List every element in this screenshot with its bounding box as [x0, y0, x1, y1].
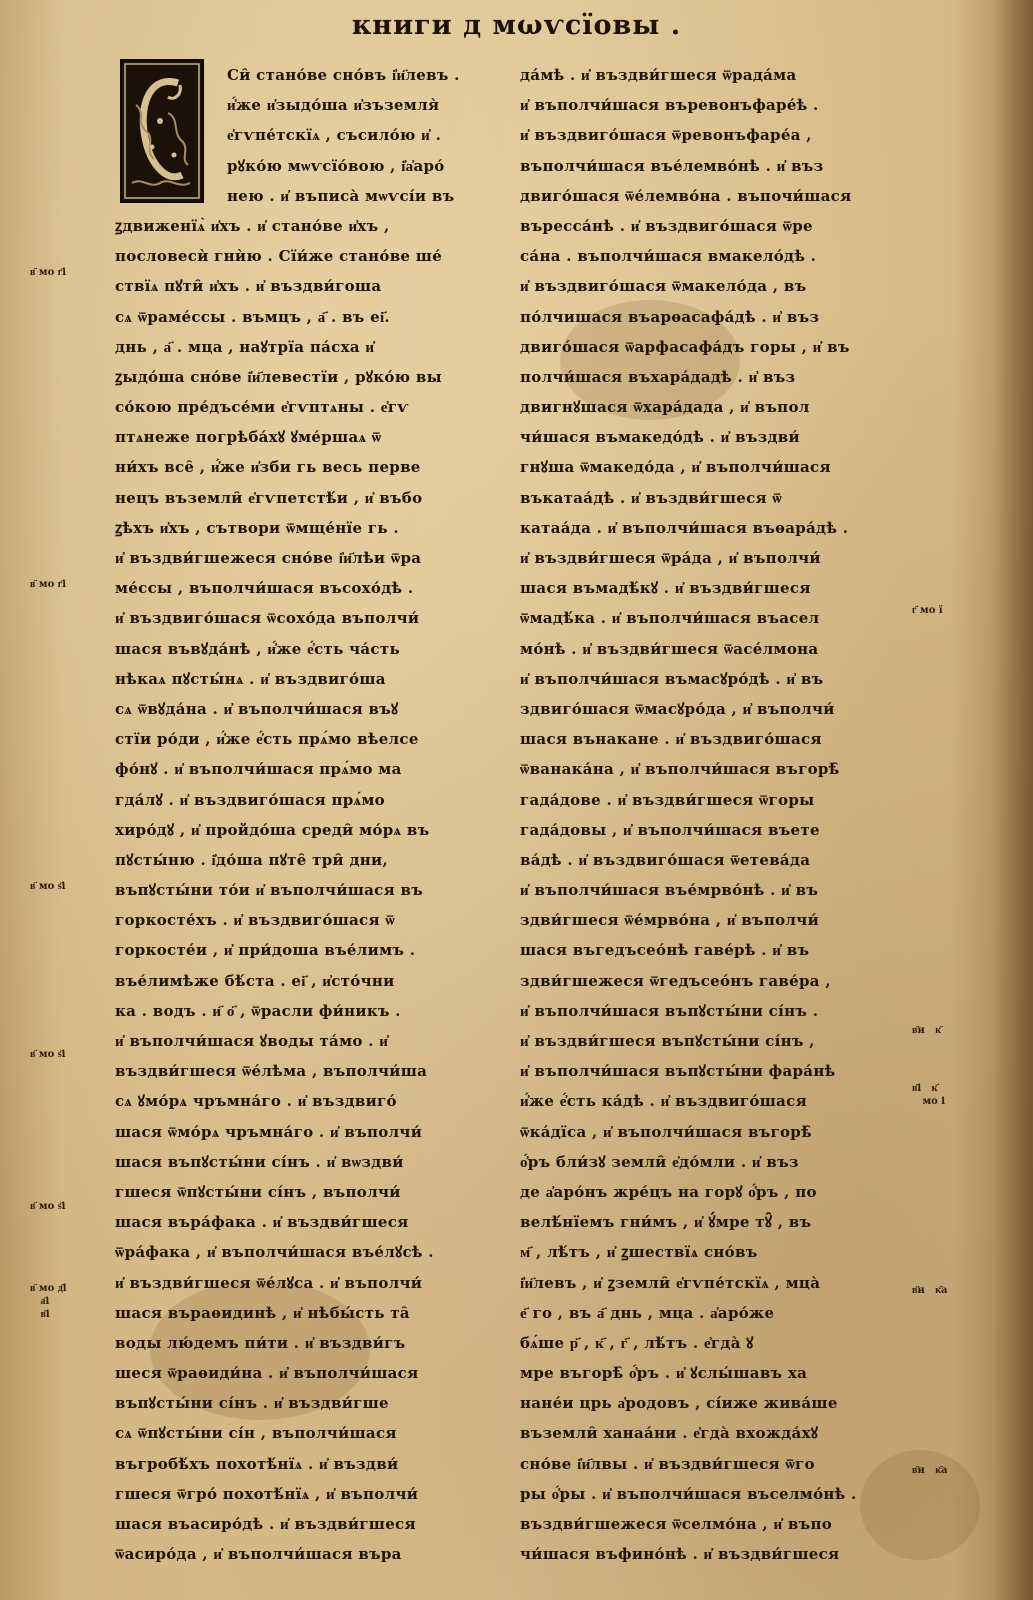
text-line: двиго́шася ѿе́лемво́на . въпочи́шася [520, 186, 852, 205]
text-line: чи́шася въфино́нѣ . и҆ въздви́гшеся [520, 1545, 840, 1564]
text-line: ры о҆́ры . и҆ въполчи́шася въселмо́нѣ . [520, 1484, 857, 1503]
text-line: въе́лимѣже бѣ́ста . еі҃ , и҆сто́чни [115, 971, 395, 990]
margin-note-right: г҃ мо ї [912, 605, 943, 616]
margin-note-left: в҃ мо ѕ҃і [30, 1201, 66, 1212]
text-line: пословесѝ гнѝю . Сїи́же стано́ве ше́ [115, 247, 443, 266]
text-line: и҆ въздви́гшеся ѿра́да , и҆ въполчи́ [520, 549, 821, 567]
text-line: и҆ въполчи́шася въревонъфаре́ѣ . [520, 96, 819, 115]
text-line: е҆гѵпе́тскїѧ , съсило́ю и҆ . [227, 126, 442, 145]
text-line: въкатаа́дѣ . и҆ въздви́гшеся ѿ [520, 488, 783, 507]
text-line: гнꙋша ѿмакедо́да , и҆ въполчи́шася [520, 458, 831, 477]
text-line: и҆́же е҆́сть ка́дѣ . и҆ въздвиго́шася [520, 1092, 807, 1111]
text-line: и҆ въздви́гшеся ѿе́лꙋса . и҆ въполчи́ [115, 1273, 423, 1292]
text-line: и҆ въздвиго́шася ѿревонъфаре́а , [520, 126, 812, 145]
text-line: чи́шася въмакедо́дѣ . и҆ въздви́ [520, 428, 800, 447]
text-line: ка . водъ . и҃ о҃ , ѿрасли фи́никъ . [115, 1001, 401, 1020]
text-line: ва́дѣ . и҆ въздвиго́шася ѿетева́да [520, 850, 811, 869]
margin-note-left: в҃ мо ѕ҃і [30, 881, 66, 892]
text-line: шася въгедъсео́нѣ гаве́рѣ . и҆ въ [520, 941, 810, 960]
text-line: и҆́же и҆зыдо́ша и҆зъземля̀ [227, 96, 440, 115]
text-line: нане́и црь а҆родовъ , сі́иже жива́ше [520, 1394, 838, 1413]
text-line: о҆́ръ бли́зꙋ земли̑ е҆до́мли . и҆ въз [520, 1152, 799, 1171]
text-line: ꙁдвиженїѧ̀ и҆хъ . и҆ стано́ве и҆хъ , [115, 216, 390, 235]
text-line: и҆ въполчи́шася въпꙋсты́ни фара́нѣ [520, 1062, 836, 1081]
text-line: ѿка́дїса , и҆ въполчи́шася въгорѣ̑ [520, 1122, 812, 1141]
text-line: де а҆аро́нъ жре́цъ на горꙋ о҆́ръ , по [520, 1182, 817, 1201]
text-line: ствїѧ пꙋти̑ и҆хъ . и҆ въздви́гоша [115, 277, 382, 296]
text-line: горкосте́и , и҆ при́доша въе́лимъ . [115, 941, 416, 960]
text-line: мре въгорѣ̑ о҆́ръ . и҆ ꙋслы́шавъ ха [520, 1364, 808, 1383]
text-line: двиго́шася ѿарфасафа́дъ горы , и҆ въ [520, 337, 850, 356]
text-line: ѿванака́на , и҆ въполчи́шася въгорѣ̑ [520, 760, 840, 779]
text-line: ѿмадѣ́ка . и҆ въполчи́шася въасел [520, 609, 820, 628]
text-line: шася въпꙋсты́ни сі́нъ . и҆ вѡздви́ [115, 1152, 404, 1171]
text-line: въземли̑ ханаа́ни . е҆гда̀ вхожда́хꙋ [520, 1424, 819, 1443]
text-line: птѧнеже погрѣба́хꙋ ꙋме́ршаѧ ѿ [115, 428, 382, 447]
page-header: книги д мωѵсїовы . [351, 10, 682, 41]
margin-note-right: в҃і к҃ мо і [912, 1083, 946, 1107]
text-line: и҆ въздви́гшеся въпꙋсты́ни сі́нъ , [520, 1032, 815, 1050]
text-line: фо́нꙋ . и҆ въполчи́шася прѧ́мо ма [115, 760, 402, 779]
text-line: и҆ въздвиго́шася ѿсохо́да въполчи́ [115, 609, 420, 628]
text-line: и҆ въполчи́шася въпꙋсты́ни сі́нъ . [520, 1001, 819, 1020]
text-line: нецъ въземли̑ е҆гѵпетстѣ́и , и҆ въбо [115, 488, 423, 507]
text-line: и҆ въздви́гшежеся сно́ве і҆и҃лѣи ѿра [115, 549, 422, 567]
text-line: сѧ ѿпꙋсты́ни сі́н , въполчи́шася [115, 1424, 397, 1443]
text-column-right [520, 60, 895, 1569]
page-edge-shadow [993, 0, 1033, 1600]
text-line: здви́гшеся ѿе́мрво́на , и҆ въполчи́ [520, 911, 820, 930]
margin-note-left: в҃ мо г҃і [30, 267, 67, 278]
text-line: по́лчишася въарѳасафа́дѣ . и҆ въз [520, 307, 820, 326]
text-line: въпꙋсты́ни то́и и҆ въполчи́шася въ [115, 881, 424, 900]
text-line: ѿасиро́да , и҆ въполчи́шася въра [115, 1545, 402, 1564]
text-column-left [115, 60, 505, 1569]
text-line: и҆ въполчи́шася въмасꙋро́дѣ . и҆ въ [520, 669, 824, 688]
text-line: гшеся ѿпꙋсты́ни сі́нъ , въполчи́ [115, 1182, 401, 1201]
text-line: днь , а҃ . мца , наꙋтрїа па́сха и҆ [115, 337, 375, 356]
text-line: полчи́шася въхара́дадѣ . и҆ въз [520, 367, 796, 386]
text-line: Си̑ стано́ве сно́въ і҆и҃левъ . [227, 66, 460, 84]
text-line: са́на . въполчи́шася вмакело́дѣ . [520, 247, 817, 266]
text-line: въздви́гшежеся ѿселмо́на , и҆ въпо [520, 1515, 833, 1533]
text-line: сѧ ꙋмо́рѧ чръмна́го . и҆ въздвиго́ [115, 1092, 397, 1111]
text-line: и҆ въполчи́шася ꙋводы та́мо . и҆ [115, 1032, 389, 1050]
text-line: шася въасиро́дѣ . и҆ въздви́гшеся [115, 1515, 416, 1533]
text-line: ꙁѣхъ и҆хъ , сътвори ѿмще́нїе гь . [115, 518, 399, 537]
text-line: нею . и҆ въписа̀ мѡѵсі́и въ [227, 186, 455, 205]
text-line: ꙁыдо́ша сно́ве і҆и҃левестїи , рꙋко́ю вы [115, 367, 442, 386]
text-line: гада́довы , и҆ въполчи́шася въете [520, 820, 820, 839]
margin-note-left: в҃ мо г҃і [30, 579, 67, 590]
text-line: хиро́дꙋ , и҆ пройдо́ша среди̑ мо́рѧ въ [115, 820, 430, 839]
text-line: и҆ въздвиго́шася ѿмакело́да , въ [520, 277, 807, 296]
text-line: въресса́нѣ . и҆ въздвиго́шася ѿре [520, 216, 813, 235]
text-line: стїи ро́ди , и҆́же е҆́сть прѧ́мо вѣелсе [115, 730, 419, 749]
margin-note-left: в҃ мо д҃і а҃і в҃і [30, 1283, 67, 1320]
text-line: шася въмадѣ́кꙋ . и҆ въздви́гшеся [520, 579, 811, 598]
text-line: сно́ве і҆и҃лвы . и҆ въздви́гшеся ѿго [520, 1454, 815, 1473]
text-line: м҃ , лѣ́тъ , и҆ ꙁшествїѧ сно́въ [520, 1243, 758, 1262]
text-line: и҆ въполчи́шася въе́мрво́нѣ . и҆ въ [520, 881, 819, 900]
text-line: пꙋсты́ню . і҆до́ша пꙋте̑ три̑ дни, [115, 850, 388, 869]
text-line: мо́нѣ . и҆ въздви́гшеся ѿасе́лмона [520, 639, 819, 658]
text-line: да́мѣ . и҆ въздви́гшеся ѿрада́ма [520, 66, 797, 84]
text-line: здвиго́шася ѿмасꙋро́да , и҆ въполчи́ [520, 699, 835, 718]
text-line: горкосте́хъ . и҆ въздвиго́шася ѿ [115, 911, 395, 930]
text-line: шеся ѿраѳиди́на . и҆ въполчи́шася [115, 1364, 419, 1383]
text-line: гада́дове . и҆ въздви́гшеся ѿгоры [520, 790, 815, 809]
text-line: гда́лꙋ . и҆ въздвиго́шася прѧ́мо [115, 790, 385, 809]
margin-note-right: в҃и к҃а [912, 1285, 948, 1296]
margin-note-right: в҃и к҃а [912, 1465, 948, 1476]
text-line: въздви́гшеся ѿе́лѣма , въполчи́ша [115, 1062, 428, 1081]
text-line: катаа́да . и҆ въполчи́шася въѳара́дѣ . [520, 518, 849, 537]
text-line: ни́хъ все̑ , и҆́же и҆зби гь весь перве [115, 458, 421, 477]
text-line: воды лю́демъ пи́ти . и҆ въздви́гъ [115, 1333, 406, 1352]
text-line: гшеся ѿгро́ похотѣ́нїѧ , и҆ въполчи́ [115, 1484, 419, 1503]
text-line: шася ѿмо́рѧ чръмна́го . и҆ въполчи́ [115, 1122, 423, 1141]
text-line: шася вънакане . и҆ въздвиго́шася [520, 730, 822, 749]
text-line: въполчи́шася въе́лемво́нѣ . и҆ въз [520, 156, 824, 175]
text-line: бѧ́ше р҃ , к҃ , г҃ , лѣ́тъ . е҆гда̀ ꙋ [520, 1333, 754, 1352]
margin-note-right: в҃и к҃ [912, 1025, 942, 1036]
text-line: въгробѣ́хъ похотѣ́нїѧ . и҆ въздви́ [115, 1454, 399, 1473]
text-line: рꙋко́ю мѡѵсїо́вою , і҆а҆аро́ [227, 156, 445, 175]
text-line: въпꙋсты́ни сі́нъ . и҆ въздви́гше [115, 1394, 389, 1413]
text-line: ѿра́фака , и҆ въполчи́шася въе́лꙋсѣ . [115, 1243, 434, 1262]
text-line: сѧ ѿраме́ссы . въмцъ , а҃ . въ еі҃. [115, 307, 390, 326]
text-line: шася въраѳидинѣ , и҆ нѣбы́сть та̑ [115, 1303, 410, 1322]
text-line: е҃ го , въ а҃ днь , мца . а҆аро́же [520, 1303, 775, 1322]
text-line: нѣкаѧ пꙋсты́нѧ . и҆ въздвиго́ша [115, 669, 386, 688]
text-line: і҆и҃левъ , и҆ ꙁземли̑ е҆гѵпе́тскїѧ , мца̀ [520, 1273, 821, 1292]
text-line: шася въвꙋда́нѣ , и҆́же е҆́сть ча́сть [115, 639, 400, 658]
text-line: здви́гшежеся ѿгедъсео́нъ гаве́ра , [520, 971, 831, 990]
text-line: со́кою пре́дъсе́ми е҆гѵптѧны . е҆гѵ [115, 398, 409, 417]
margin-note-left: в҃ мо ѕ҃і [30, 1049, 66, 1060]
text-line: сѧ ѿвꙋда́на . и҆ въполчи́шася въꙋ [115, 699, 399, 718]
text-line: шася въра́фака . и҆ въздви́гшеся [115, 1213, 409, 1232]
text-line: ме́ссы , въполчи́шася въсохо́дѣ . [115, 579, 414, 598]
text-line: велѣ́нїемъ гни́мъ , и҆ ꙋ́мре тꙋ̑ , въ [520, 1213, 812, 1232]
text-line: двигнꙋшася ѿхара́дада , и҆ въпол [520, 398, 810, 417]
